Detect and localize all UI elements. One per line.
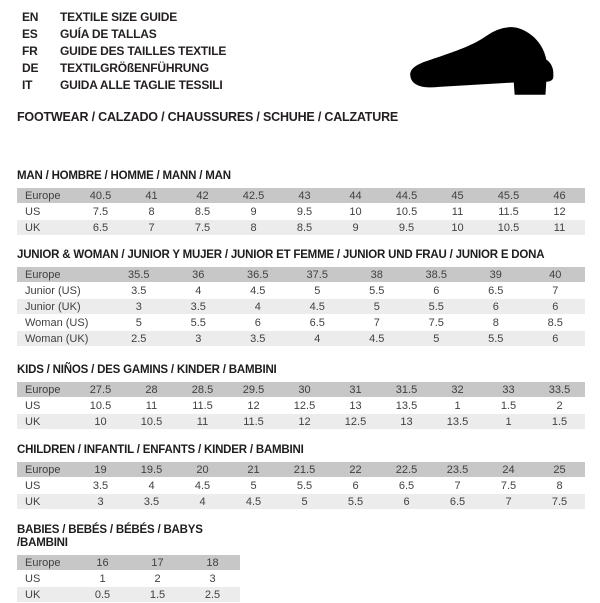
table-header-row bbox=[17, 555, 240, 570]
size-cell: 5 bbox=[135, 316, 142, 329]
size-cell: 22.5 bbox=[395, 463, 418, 476]
size-cell: 6.5 bbox=[92, 221, 109, 234]
size-cell: 1 bbox=[454, 399, 461, 412]
table-row bbox=[17, 315, 585, 330]
size-cell: 8.5 bbox=[194, 205, 211, 218]
table-row bbox=[17, 571, 240, 586]
size-cell: 11.5 bbox=[192, 399, 213, 412]
size-cell: 4 bbox=[254, 300, 261, 313]
size-cell: 0.5 bbox=[94, 588, 111, 601]
size-cell: 6.5 bbox=[449, 495, 466, 508]
language-row bbox=[22, 9, 226, 26]
size-cell: 5 bbox=[301, 495, 308, 508]
size-cell: 11.5 bbox=[498, 205, 519, 218]
size-table bbox=[17, 267, 585, 346]
language-list bbox=[22, 9, 226, 94]
size-cell: 4.5 bbox=[194, 479, 211, 492]
size-cell: 36 bbox=[192, 268, 205, 281]
size-cell: 9.5 bbox=[398, 221, 415, 234]
category-title: FOOTWEAR / CALZADO / CHAUSSURES / SCHUHE / CALZATURE bbox=[17, 110, 399, 124]
size-cell: 37.5 bbox=[306, 268, 328, 281]
size-cell: 7 bbox=[373, 316, 380, 329]
row-label: UK bbox=[25, 221, 41, 234]
language-label: GUIDA ALLE TAGLIE TESSILI bbox=[60, 78, 223, 92]
row-label: Europe bbox=[25, 268, 61, 281]
size-cell: 3.5 bbox=[143, 495, 160, 508]
size-cell: 2 bbox=[556, 399, 563, 412]
language-row bbox=[22, 77, 226, 94]
size-cell: 4.5 bbox=[309, 300, 325, 313]
size-cell: 19.5 bbox=[140, 463, 163, 476]
size-cell: 23.5 bbox=[446, 463, 469, 476]
size-cell: 8 bbox=[492, 316, 499, 329]
size-cell: 43 bbox=[298, 189, 311, 202]
size-cell: 31 bbox=[349, 383, 362, 396]
size-cell: 13 bbox=[349, 399, 362, 412]
size-cell: 7.5 bbox=[500, 479, 517, 492]
size-cell: 11.5 bbox=[243, 415, 264, 428]
language-code: ES bbox=[22, 27, 38, 41]
size-cell: 3 bbox=[209, 572, 216, 585]
size-cell: 6.5 bbox=[488, 284, 504, 297]
size-table bbox=[17, 555, 240, 602]
size-cell: 10.5 bbox=[497, 221, 520, 234]
size-cell: 45.5 bbox=[497, 189, 520, 202]
table-header-row bbox=[17, 267, 585, 282]
size-cell: 2 bbox=[154, 572, 161, 585]
size-cell: 3.5 bbox=[250, 332, 266, 345]
size-cell: 33 bbox=[502, 383, 515, 396]
size-cell: 8.5 bbox=[296, 221, 313, 234]
size-cell: 1.5 bbox=[149, 588, 166, 601]
size-cell: 17 bbox=[151, 556, 164, 569]
size-cell: 5.5 bbox=[369, 284, 385, 297]
size-cell: 21 bbox=[247, 463, 260, 476]
size-cell: 8.5 bbox=[547, 316, 563, 329]
size-cell: 11 bbox=[553, 221, 566, 234]
language-row bbox=[22, 43, 226, 60]
size-cell: 12 bbox=[553, 205, 566, 218]
section-man bbox=[17, 170, 585, 236]
size-cell: 5 bbox=[433, 332, 440, 345]
table-row bbox=[17, 283, 585, 298]
size-cell: 10 bbox=[94, 415, 107, 428]
size-cell: 4.5 bbox=[369, 332, 385, 345]
shoe-icon bbox=[394, 20, 586, 108]
size-cell: 5.5 bbox=[190, 316, 206, 329]
size-table bbox=[17, 462, 585, 509]
size-cell: 44.5 bbox=[395, 189, 418, 202]
size-cell: 10.5 bbox=[140, 415, 163, 428]
row-label: Europe bbox=[25, 556, 61, 569]
size-cell: 32 bbox=[451, 383, 464, 396]
row-label: Junior (US) bbox=[25, 284, 81, 297]
size-cell: 12 bbox=[247, 399, 260, 412]
size-cell: 13.5 bbox=[395, 399, 418, 412]
size-cell: 31.5 bbox=[395, 383, 418, 396]
section-kids bbox=[17, 364, 585, 430]
size-cell: 9 bbox=[250, 205, 257, 218]
row-label: US bbox=[25, 205, 41, 218]
size-cell: 7 bbox=[505, 495, 512, 508]
size-cell: 6 bbox=[254, 316, 261, 329]
row-label: Woman (US) bbox=[25, 316, 89, 329]
size-cell: 4 bbox=[314, 332, 321, 345]
size-cell: 30 bbox=[298, 383, 311, 396]
size-cell: 9 bbox=[352, 221, 359, 234]
size-cell: 11 bbox=[196, 415, 209, 428]
size-cell: 40.5 bbox=[89, 189, 112, 202]
section-title: KIDS / NIÑOS / DES GAMINS / KINDER / BAMBINI bbox=[17, 364, 277, 376]
language-label: GUÍA DE TALLAS bbox=[60, 27, 157, 41]
size-cell: 7 bbox=[552, 284, 559, 297]
size-cell: 7 bbox=[454, 479, 461, 492]
language-code: FR bbox=[22, 44, 38, 58]
language-label: TEXTILE SIZE GUIDE bbox=[60, 10, 178, 24]
size-cell: 4.5 bbox=[250, 284, 266, 297]
row-label: US bbox=[25, 399, 41, 412]
size-cell: 5.5 bbox=[428, 300, 444, 313]
size-cell: 6 bbox=[352, 479, 359, 492]
size-cell: 45 bbox=[451, 189, 464, 202]
size-cell: 29.5 bbox=[242, 383, 265, 396]
section-title: JUNIOR & WOMAN / JUNIOR Y MUJER / JUNIOR ET FEMME / JUNIOR UND FRAU / JUNIOR E DONA bbox=[17, 249, 545, 261]
size-cell: 40 bbox=[549, 268, 562, 281]
table-header-row bbox=[17, 382, 585, 397]
row-label: US bbox=[25, 479, 41, 492]
section-children bbox=[17, 444, 585, 510]
size-cell: 3 bbox=[135, 300, 142, 313]
size-cell: 7 bbox=[148, 221, 155, 234]
size-cell: 5.5 bbox=[488, 332, 504, 345]
size-cell: 7.5 bbox=[92, 205, 109, 218]
table-row bbox=[17, 414, 585, 429]
size-cell: 5 bbox=[314, 284, 321, 297]
section-title: MAN / HOMBRE / HOMME / MANN / MAN bbox=[17, 170, 231, 182]
size-cell: 4.5 bbox=[245, 495, 262, 508]
size-table bbox=[17, 382, 585, 429]
size-cell: 8 bbox=[250, 221, 257, 234]
language-code: IT bbox=[22, 78, 33, 92]
size-cell: 2.5 bbox=[204, 588, 221, 601]
size-cell: 38 bbox=[370, 268, 383, 281]
size-cell: 5 bbox=[373, 300, 380, 313]
row-label: Europe bbox=[25, 463, 61, 476]
size-cell: 10 bbox=[349, 205, 362, 218]
size-cell: 6 bbox=[492, 300, 499, 313]
size-cell: 8 bbox=[556, 479, 563, 492]
size-cell: 13.5 bbox=[446, 415, 469, 428]
size-cell: 46 bbox=[553, 189, 566, 202]
size-cell: 6 bbox=[433, 284, 440, 297]
section-title: BABIES / BEBÉS / BÉBÉS / BABYS /BAMBINI bbox=[17, 524, 203, 549]
size-cell: 2.5 bbox=[131, 332, 147, 345]
size-cell: 4 bbox=[148, 479, 155, 492]
language-label: TEXTILGRÖßENFÜHRUNG bbox=[60, 61, 209, 75]
table-row bbox=[17, 220, 585, 235]
size-cell: 39 bbox=[489, 268, 502, 281]
language-row bbox=[22, 60, 226, 77]
table-row bbox=[17, 478, 585, 493]
size-cell: 7.5 bbox=[428, 316, 444, 329]
size-cell: 11 bbox=[145, 399, 158, 412]
row-label: Junior (UK) bbox=[25, 300, 81, 313]
table-row bbox=[17, 299, 585, 314]
size-cell: 6 bbox=[552, 332, 559, 345]
section-title: CHILDREN / INFANTIL / ENFANTS / KINDER / BAMBINI bbox=[17, 444, 304, 456]
row-label: UK bbox=[25, 495, 41, 508]
size-cell: 41 bbox=[145, 189, 158, 202]
table-header-row bbox=[17, 188, 585, 203]
size-cell: 1 bbox=[99, 572, 106, 585]
row-label: Woman (UK) bbox=[25, 332, 89, 345]
size-cell: 3.5 bbox=[190, 300, 206, 313]
table-row bbox=[17, 494, 585, 509]
size-cell: 3.5 bbox=[131, 284, 147, 297]
size-cell: 3.5 bbox=[92, 479, 109, 492]
row-label: UK bbox=[25, 415, 41, 428]
size-cell: 27.5 bbox=[89, 383, 112, 396]
size-cell: 12 bbox=[298, 415, 311, 428]
table-row bbox=[17, 204, 585, 219]
section-junior-woman bbox=[17, 249, 585, 347]
size-cell: 11 bbox=[451, 205, 464, 218]
size-cell: 3 bbox=[195, 332, 202, 345]
size-cell: 22 bbox=[349, 463, 362, 476]
size-cell: 33.5 bbox=[548, 383, 571, 396]
size-cell: 38.5 bbox=[425, 268, 447, 281]
size-cell: 6 bbox=[552, 300, 559, 313]
size-cell: 6.5 bbox=[309, 316, 325, 329]
language-code: EN bbox=[22, 10, 39, 24]
size-cell: 36.5 bbox=[247, 268, 269, 281]
size-cell: 19 bbox=[94, 463, 107, 476]
size-cell: 6.5 bbox=[398, 479, 415, 492]
size-cell: 4 bbox=[195, 284, 202, 297]
size-cell: 20 bbox=[196, 463, 209, 476]
size-cell: 7.5 bbox=[194, 221, 211, 234]
size-cell: 12.5 bbox=[344, 415, 367, 428]
language-label: GUIDE DES TAILLES TEXTILE bbox=[60, 44, 227, 58]
size-cell: 35.5 bbox=[128, 268, 150, 281]
row-label: US bbox=[25, 572, 41, 585]
table-header-row bbox=[17, 462, 585, 477]
size-cell: 9.5 bbox=[296, 205, 313, 218]
size-cell: 8 bbox=[148, 205, 155, 218]
size-cell: 10 bbox=[451, 221, 464, 234]
size-cell: 13 bbox=[400, 415, 413, 428]
size-cell: 21.5 bbox=[293, 463, 316, 476]
size-cell: 4 bbox=[199, 495, 206, 508]
size-cell: 1.5 bbox=[500, 399, 517, 412]
size-cell: 42 bbox=[196, 189, 209, 202]
size-cell: 44 bbox=[349, 189, 362, 202]
language-row bbox=[22, 26, 226, 43]
row-label: UK bbox=[25, 588, 41, 601]
size-cell: 5.5 bbox=[296, 479, 313, 492]
size-table bbox=[17, 188, 585, 235]
size-cell: 1.5 bbox=[551, 415, 568, 428]
language-code: DE bbox=[22, 61, 39, 75]
size-cell: 28.5 bbox=[191, 383, 214, 396]
size-cell: 1 bbox=[505, 415, 512, 428]
size-cell: 10.5 bbox=[89, 399, 112, 412]
size-cell: 3 bbox=[97, 495, 104, 508]
size-cell: 28 bbox=[145, 383, 158, 396]
size-cell: 10.5 bbox=[395, 205, 418, 218]
size-cell: 6 bbox=[403, 495, 410, 508]
size-cell: 5.5 bbox=[347, 495, 364, 508]
row-label: Europe bbox=[25, 189, 61, 202]
size-cell: 25 bbox=[553, 463, 566, 476]
size-cell: 5 bbox=[250, 479, 257, 492]
row-label: Europe bbox=[25, 383, 61, 396]
table-row bbox=[17, 331, 585, 346]
size-cell: 16 bbox=[96, 556, 109, 569]
table-row bbox=[17, 398, 585, 413]
size-cell: 18 bbox=[206, 556, 219, 569]
size-cell: 7.5 bbox=[551, 495, 568, 508]
section-babies bbox=[17, 524, 240, 603]
size-cell: 24 bbox=[502, 463, 515, 476]
size-cell: 12.5 bbox=[293, 399, 316, 412]
size-cell: 42.5 bbox=[242, 189, 265, 202]
